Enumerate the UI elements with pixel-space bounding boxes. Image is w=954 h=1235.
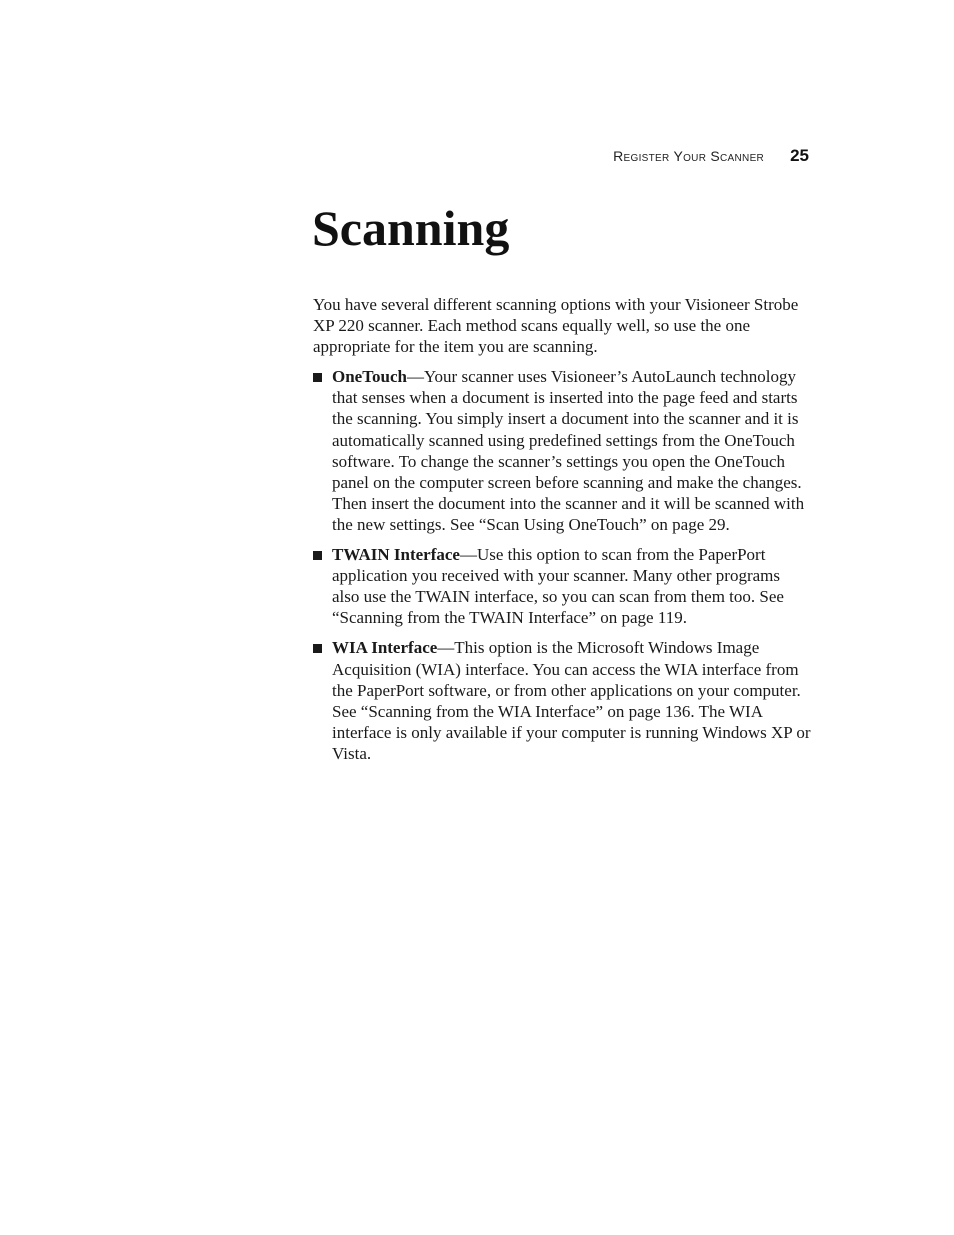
square-bullet-icon [313,373,322,382]
option-onetouch [313,366,811,535]
running-header [600,146,809,166]
square-bullet-icon [313,644,322,653]
option-term: WIA Interface [332,638,438,658]
option-description: —This option is the Microsoft Windows Image Acquisition (WIA) interface. You can access the WIA interface from the PaperPort software, or from other applications on your computer. See “Scanning from the WIA Interface” on page 136. The WIA interface is only available if your computer is running Windows XP or Vista. [332,638,811,763]
option-term: OneTouch [332,367,407,387]
page-number: 25 [790,146,809,165]
intro-paragraph: You have several different scanning options with your Visioneer Strobe XP 220 scanner. Each method scans equally well, so use the one appropriate for the item you are scanning. [313,295,799,357]
option-description: —Use this option to scan from the PaperPort application you received with your scanner. Many other programs also use the TWAIN interface, so you can scan from them too. See “Scanning from the TWAIN Interface” on page 119. [332,545,784,628]
option-term: TWAIN Interface [332,545,460,565]
body-content [313,294,811,773]
option-twain-interface [313,544,811,628]
square-bullet-icon [313,551,322,560]
scanning-options-list [313,366,811,764]
option-wia-interface [313,637,811,764]
running-title: Register Your Scanner [613,148,765,164]
option-description: —Your scanner uses Visioneer’s AutoLaunch technology that senses when a document is inserted into the page feed and starts the scanning. You simply insert a document into the scanner and it is automatically scanned using predefined settings from the OneTouch software. To change the scanner’s settings you open the OneTouch panel on the computer screen before scanning and make the changes. Then insert the document into the scanner and it will be scanned with the new settings. See “Scan Using OneTouch” on page 29. [332,367,805,534]
chapter-title: Scanning [312,200,510,256]
